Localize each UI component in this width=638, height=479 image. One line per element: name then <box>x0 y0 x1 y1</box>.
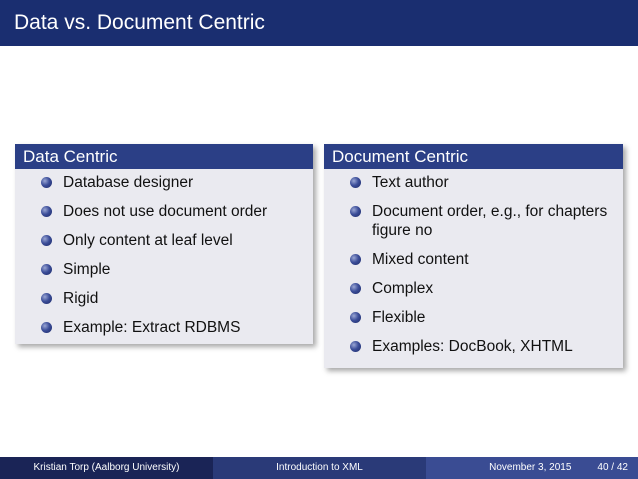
bullet-icon <box>41 264 52 275</box>
footer-page-number: 40 / 42 <box>597 462 628 473</box>
list-item-text: Complex <box>372 280 434 297</box>
list-item-text: Text author <box>372 174 449 191</box>
footer-author: Kristian Torp (Aalborg University) <box>0 457 213 479</box>
list-item-text: Only content at leaf level <box>63 232 233 249</box>
bullet-icon <box>350 341 361 352</box>
list-item-text: Document order, e.g., for chapters figure no <box>372 203 608 239</box>
list-item <box>39 231 305 250</box>
list-item <box>348 337 615 356</box>
data-centric-list <box>39 173 305 337</box>
list-item-text: Example: Extract RDBMS <box>63 319 241 336</box>
slide-title: Data vs. Document Centric <box>0 0 638 46</box>
list-item <box>39 289 305 308</box>
list-item-text: Examples: DocBook, XHTML <box>372 338 573 355</box>
document-centric-body <box>324 169 623 362</box>
bullet-icon <box>350 254 361 265</box>
list-item-text: Flexible <box>372 309 426 326</box>
list-item-text: Mixed content <box>372 251 469 268</box>
bullet-icon <box>350 177 361 188</box>
list-item <box>348 308 615 327</box>
list-item <box>39 260 305 279</box>
list-item <box>348 173 615 192</box>
list-item <box>39 202 305 221</box>
bullet-icon <box>41 177 52 188</box>
data-centric-header: Data Centric <box>15 144 313 169</box>
document-centric-header: Document Centric <box>324 144 623 169</box>
list-item-text: Does not use document order <box>63 203 268 220</box>
bullet-icon <box>41 322 52 333</box>
list-item <box>348 202 615 240</box>
list-item <box>348 279 615 298</box>
footer-bar <box>0 457 638 479</box>
document-centric-block <box>324 144 623 368</box>
list-item <box>39 318 305 337</box>
bullet-icon <box>350 283 361 294</box>
list-item-text: Simple <box>63 261 111 278</box>
document-centric-list <box>348 173 615 356</box>
list-item <box>348 250 615 269</box>
data-centric-body <box>15 169 313 343</box>
footer-date: November 3, 2015 <box>489 462 572 473</box>
footer-talk-title: Introduction to XML <box>213 457 426 479</box>
bullet-icon <box>41 206 52 217</box>
footer-right <box>426 457 638 479</box>
list-item <box>39 173 305 192</box>
bullet-icon <box>350 312 361 323</box>
list-item-text: Database designer <box>63 174 194 191</box>
bullet-icon <box>41 235 52 246</box>
data-centric-block <box>15 144 313 344</box>
bullet-icon <box>41 293 52 304</box>
bullet-icon <box>350 206 361 217</box>
list-item-text: Rigid <box>63 290 99 307</box>
